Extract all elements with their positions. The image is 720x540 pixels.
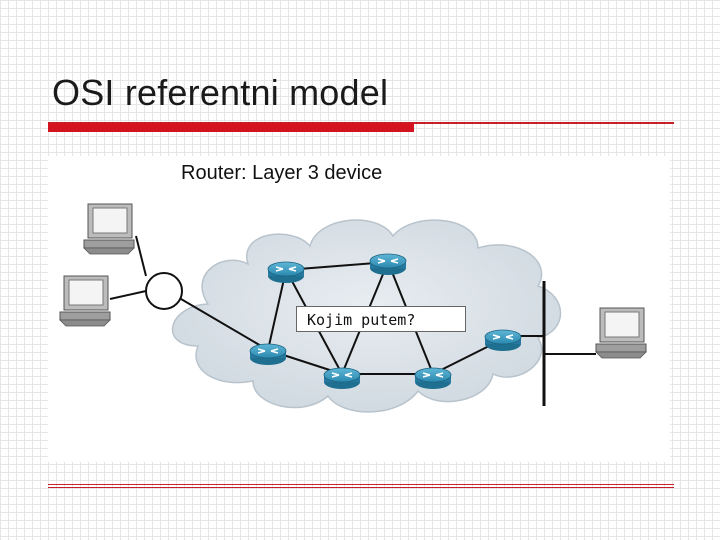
router-1 [268,262,304,283]
footer-rule [48,484,674,485]
pc-right [596,308,646,358]
link-pc1-hub [136,236,146,276]
footer-rule-secondary [48,487,674,488]
hub-circle [146,273,182,309]
router-6 [485,330,521,351]
callout-label: Kojim putem? [296,306,466,332]
link-pc2-hub [110,291,146,299]
router-2 [370,254,406,275]
router-5 [415,368,451,389]
pc-bottom-left [60,276,110,326]
diagram-caption: Router: Layer 3 device [181,162,383,184]
slide-title: OSI referentni model [52,72,389,113]
router-3 [250,344,286,365]
pc-top-left [84,204,134,254]
title-accent-bar [48,123,414,132]
router-4 [324,368,360,389]
network-diagram [48,156,670,462]
